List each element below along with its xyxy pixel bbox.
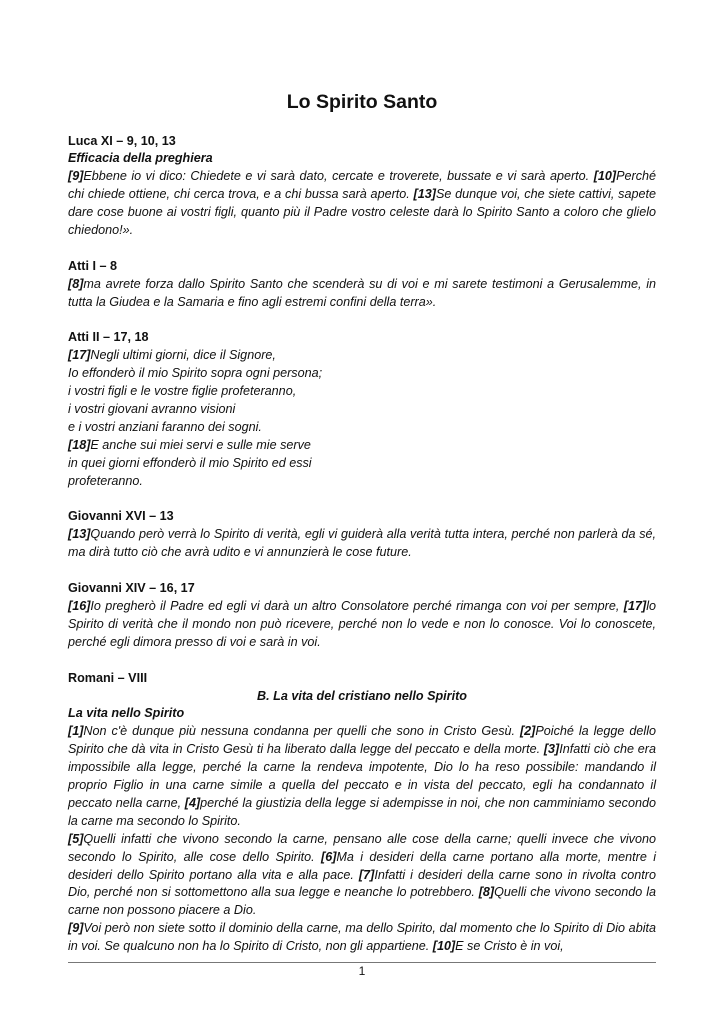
poem-line: i vostri giovani avranno visioni	[68, 402, 236, 417]
poem-line	[68, 347, 656, 365]
section-subtitle: La vita nello Spirito	[68, 706, 185, 721]
verse-text: Voi però non siete sotto il dominio della carne, ma dello Spirito, dal momento che lo Spirito di Dio abita in voi. Se qualcuno non ha lo Spirito di Cristo, non gli appartiene.	[68, 921, 656, 954]
section-giovanni-16	[68, 508, 656, 562]
verse-text: Ebbene io vi dico: Chiedete e vi sarà dato, cercate e troverete, bussate e vi sarà aperto.	[83, 169, 594, 184]
verse-paragraph	[68, 723, 656, 830]
verse-paragraph	[68, 920, 656, 956]
verse-text: Poiché la legge dello Spirito che dà vita in Cristo Gesù ti ha liberato dalla legge del peccato e della morte.	[68, 724, 657, 757]
verse-number: [2]	[519, 724, 536, 739]
document-body	[68, 133, 656, 975]
poem-line: Io effonderò il mio Spirito sopra ogni persona;	[68, 366, 323, 381]
section-heading: B. La vita del cristiano nello Spirito	[257, 688, 467, 703]
poem-line: profeteranno.	[68, 473, 143, 488]
section-reference: Atti I – 8	[68, 258, 117, 273]
section-reference: Giovanni XIV – 16, 17	[68, 581, 195, 596]
section-atti-2	[68, 329, 656, 490]
poem-line	[68, 437, 656, 455]
verse-text: Se dunque voi, che siete cattivi, sapete dare cose buone ai vostri figli, quanto più il Padre vostro celeste darà lo Spirito Santo a coloro che glielo chiedono!».	[68, 187, 656, 238]
section-giovanni-14	[68, 580, 656, 652]
poem-line: i vostri figli e le vostre figlie profeteranno,	[68, 384, 297, 399]
verse-number: [16]	[68, 599, 91, 613]
footer-divider	[68, 962, 656, 963]
verse-text: Infatti i desideri della carne sono in rivolta contro Dio, perché non si sottomettono alla sua legge e neanche lo potrebbero.	[68, 867, 657, 900]
document-title: Lo Spirito Santo	[286, 91, 438, 113]
verse-text: lo Spirito di verità che il mondo non può ricevere, perché non lo vede e non lo conosce. Voi lo conoscete, perché egli dimora presso di voi e sarà in voi.	[68, 599, 656, 649]
verse-number: [4]	[184, 795, 201, 810]
verse-number: [10]	[593, 169, 617, 184]
verse-number: [18]	[68, 437, 91, 452]
section-atti-1	[68, 258, 656, 312]
verse-text: Infatti ciò che era impossibile alla legge, perché la carne la rendeva impotente, Dio lo ha reso possibile: mandando il proprio Figlio in una carne simile a quella del peccato e in vista del peccato, egli ha condannato il peccato nella carne,	[68, 742, 656, 810]
verse-number: [8]	[478, 885, 495, 900]
verse-paragraph	[68, 168, 656, 240]
verse-number: [13]	[413, 187, 436, 202]
verse-text: Perché chi chiede ottiene, chi cerca trova, e a chi bussa sarà aperto.	[68, 169, 656, 202]
verse-paragraph	[68, 831, 656, 921]
verse-number: [17]	[623, 599, 647, 613]
verse-text: Quelli infatti che vivono secondo la carne, pensano alle cose della carne; quelli invece che vivono secondo lo Spirito, alle cose dello Spirito.	[68, 831, 656, 864]
verse-number: [6]	[321, 849, 337, 864]
poem-line: in quei giorni effonderò il mio Spirito ed essi	[68, 455, 312, 470]
verse-text: ma avrete forza dallo Spirito Santo che scenderà su di voi e mi sarete testimoni a Gerusalemme, in tutta la Giudea e la Samaria e fino agli estremi confini della terra».	[68, 276, 656, 309]
section-luca	[68, 133, 656, 240]
verse-number: [17]	[68, 348, 91, 363]
section-romani	[68, 670, 656, 957]
page-number: 1	[358, 964, 366, 978]
verse-number: [8]	[68, 276, 84, 291]
verse-number: [7]	[358, 867, 375, 882]
verse-text: Ma i desideri della carne portano alla morte, mentre i desideri dello Spirito portano alla vita e alla pace.	[68, 849, 656, 882]
verse-number: [1]	[68, 724, 84, 739]
section-reference: Giovanni XVI – 13	[68, 509, 174, 524]
verse-poem	[68, 347, 656, 490]
verse-paragraph	[68, 598, 656, 652]
verse-number: [10]	[432, 939, 456, 954]
verse-text: Quando però verrà lo Spirito di verità, egli vi guiderà alla verità tutta intera, perché non parlerà da sé, ma dirà tutto ciò che avrà udito e vi annunzierà le cose future.	[68, 527, 656, 560]
poem-line: e i vostri anziani faranno dei sogni.	[68, 419, 262, 434]
verse-text: E se Cristo è in voi,	[455, 939, 564, 954]
section-reference: Luca XI – 9, 10, 13	[68, 133, 176, 148]
verse-number: [9]	[68, 169, 84, 184]
verse-number: [3]	[543, 742, 560, 757]
verse-text: Quelli che vivono secondo la carne non possono piacere a Dio.	[68, 885, 656, 918]
verse-number: [13]	[68, 527, 91, 542]
verse-paragraph	[68, 276, 656, 312]
section-subtitle: Efficacia della preghiera	[68, 151, 213, 166]
verse-number: [9]	[68, 921, 84, 936]
verse-text: perché la giustizia della legge si adempisse in noi, che non camminiamo secondo la carne ma secondo lo Spirito.	[68, 795, 656, 828]
verse-number: [5]	[68, 831, 84, 846]
verse-text: E anche sui miei servi e sulle mie serve	[90, 437, 311, 452]
verse-text: Non c'è dunque più nessuna condanna per quelli che sono in Cristo Gesù.	[83, 724, 520, 739]
section-reference: Atti II – 17, 18	[68, 330, 149, 345]
verse-text: Negli ultimi giorni, dice il Signore,	[90, 348, 276, 363]
section-reference: Romani – VIII	[68, 670, 148, 685]
verse-paragraph	[68, 526, 656, 562]
verse-text: Io pregherò il Padre ed egli vi darà un altro Consolatore perché rimanga con voi per sempre,	[90, 599, 624, 613]
